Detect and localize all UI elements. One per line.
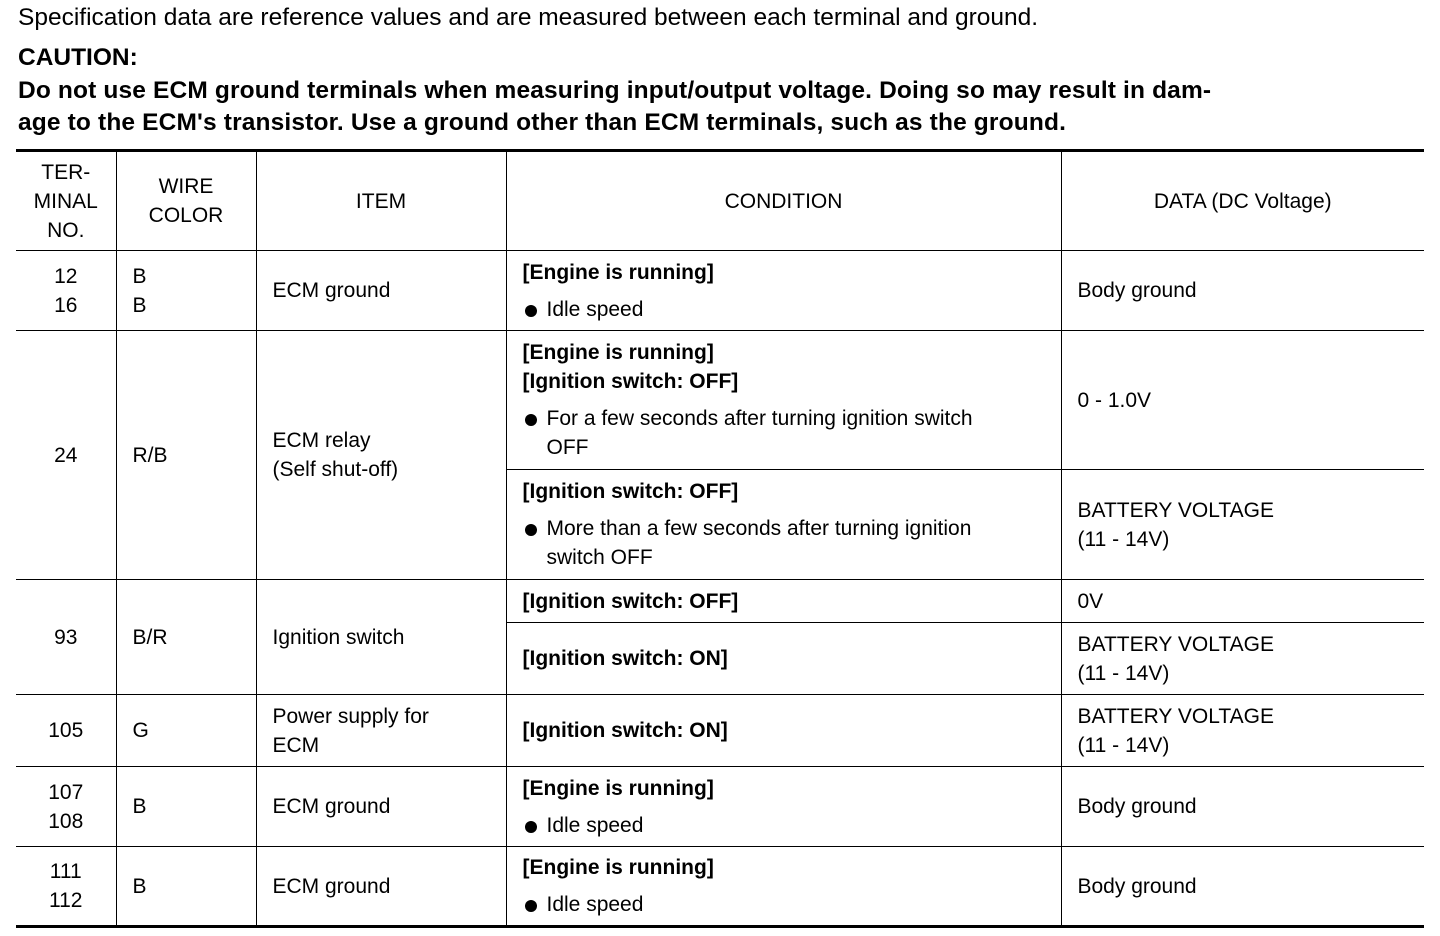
condition-cell (506, 580, 1061, 623)
condition-bullet-text: switch OFF (546, 546, 653, 569)
header-text: WIRE (158, 175, 214, 198)
condition-heading: [Ignition switch: ON] (522, 647, 728, 670)
data-cell (1061, 331, 1424, 470)
table-row (16, 847, 1424, 927)
wire-color: R/B (132, 443, 168, 467)
condition-bullet-text: OFF (546, 436, 589, 459)
wire-color-cell (116, 331, 256, 580)
bullet-dot-icon (525, 305, 537, 317)
condition-bullet (523, 404, 1045, 462)
bullet-dot-icon (525, 900, 537, 912)
condition-cell (506, 251, 1061, 331)
condition-cell (506, 331, 1061, 470)
wire-color: B (132, 264, 147, 288)
condition-bullet-text: More than a few seconds after turning ignition (546, 517, 972, 540)
data-cell (1061, 580, 1424, 623)
caution-line: age to the ECM's transistor. Use a ground other than ECM terminals, such as the ground. (18, 109, 1067, 136)
item-text: (Self shut-off) (272, 458, 399, 481)
item-text: Power supply for (272, 704, 429, 728)
data-value: (11 - 14V) (1077, 527, 1170, 551)
caution-text (18, 75, 1428, 139)
data-value: Body ground (1077, 279, 1197, 302)
item-text: ECM ground (272, 874, 391, 898)
header-text: NO. (47, 218, 85, 242)
condition-bullet (523, 295, 1045, 324)
condition-heading: [Ignition switch: ON] (522, 719, 728, 742)
condition-cell (506, 470, 1061, 580)
condition-bullet-text: Idle speed (546, 893, 644, 916)
table-body (16, 251, 1424, 927)
item-text: ECM (272, 733, 320, 757)
wire-color: B (132, 874, 147, 898)
header-terminal-no (16, 151, 116, 251)
condition-heading: [Engine is running] (522, 776, 714, 800)
wire-color: B/R (132, 625, 168, 649)
condition-heading: [Engine is running] (522, 341, 714, 364)
condition-cell (506, 847, 1061, 927)
data-value: (11 - 14V) (1077, 661, 1170, 685)
bullet-dot-icon (525, 414, 537, 426)
terminal-number: 93 (54, 625, 78, 649)
wire-color: B (132, 795, 147, 818)
terminal-number: 24 (54, 443, 78, 467)
terminal-no-cell (16, 251, 116, 331)
header-data: DATA (DC Voltage) (1061, 151, 1424, 251)
wire-color-cell (116, 251, 256, 331)
condition-heading: [Ignition switch: OFF] (522, 589, 739, 613)
terminal-number: 112 (49, 889, 83, 912)
condition-bullet-text: Idle speed (546, 297, 644, 321)
data-value: Body ground (1077, 795, 1197, 818)
condition-cell (506, 767, 1061, 847)
terminal-number: 108 (48, 809, 84, 833)
table-row (16, 695, 1424, 767)
item-cell (256, 580, 506, 695)
condition-bullet (523, 811, 1045, 840)
item-cell (256, 251, 506, 331)
header-condition: CONDITION (506, 151, 1061, 251)
condition-heading: [Ignition switch: OFF] (522, 480, 739, 503)
header-text: MINAL (33, 189, 98, 213)
intro-text: Specification data are reference values and are measured between each terminal and ground. (18, 4, 1039, 31)
terminal-number: 12 (54, 264, 78, 288)
condition-bullet-text: For a few seconds after turning ignition switch (546, 407, 973, 430)
condition-bullet-text: Idle speed (546, 813, 644, 837)
wire-color-cell (116, 847, 256, 927)
data-value: 0V (1077, 589, 1104, 613)
data-cell (1061, 470, 1424, 580)
data-cell (1061, 251, 1424, 331)
item-text: ECM relay (272, 429, 371, 452)
wire-color-cell (116, 580, 256, 695)
item-text: Ignition switch (272, 625, 405, 649)
condition-cell (506, 695, 1061, 767)
item-cell (256, 767, 506, 847)
table-row (16, 767, 1424, 847)
condition-cell (506, 623, 1061, 695)
data-cell (1061, 847, 1424, 927)
item-cell (256, 695, 506, 767)
terminal-no-cell (16, 580, 116, 695)
header-text: TER- (41, 160, 91, 184)
terminal-number: 105 (48, 719, 84, 742)
data-value: BATTERY VOLTAGE (1077, 498, 1274, 522)
terminal-number: 107 (48, 780, 84, 804)
terminal-spec-table (16, 149, 1424, 928)
bullet-dot-icon (525, 524, 537, 536)
caution-title: CAUTION: (18, 44, 138, 71)
table-row (16, 580, 1424, 623)
condition-heading: [Ignition switch: OFF] (522, 370, 739, 393)
header-wire-color (116, 151, 256, 251)
terminal-no-cell (16, 847, 116, 927)
wire-color-cell (116, 695, 256, 767)
data-value: (11 - 14V) (1077, 733, 1170, 757)
table-row (16, 331, 1424, 470)
terminal-no-cell (16, 331, 116, 580)
data-value: BATTERY VOLTAGE (1077, 704, 1274, 728)
caution-line: Do not use ECM ground terminals when measuring input/output voltage. Doing so may result in dam- (18, 77, 1212, 104)
item-text: ECM ground (272, 279, 391, 302)
wire-color-cell (116, 767, 256, 847)
table-header-row (16, 151, 1424, 251)
data-value: Body ground (1077, 874, 1197, 898)
wire-color: B (132, 293, 147, 317)
condition-heading: [Engine is running] (522, 260, 714, 284)
table-row (16, 251, 1424, 331)
terminal-no-cell (16, 767, 116, 847)
condition-bullet (523, 514, 1045, 572)
item-text: ECM ground (272, 795, 391, 818)
bullet-dot-icon (525, 821, 537, 833)
data-cell (1061, 695, 1424, 767)
data-value: 0 - 1.0V (1077, 388, 1152, 412)
data-value: BATTERY VOLTAGE (1077, 632, 1274, 656)
data-cell (1061, 767, 1424, 847)
terminal-no-cell (16, 695, 116, 767)
terminal-number: 111 (49, 860, 82, 883)
condition-bullet (523, 890, 1045, 919)
terminal-number: 16 (54, 293, 78, 317)
header-text: COLOR (148, 204, 224, 227)
data-cell (1061, 623, 1424, 695)
wire-color: G (132, 719, 149, 742)
item-cell (256, 847, 506, 927)
condition-heading: [Engine is running] (522, 856, 714, 879)
header-item: ITEM (256, 151, 506, 251)
item-cell (256, 331, 506, 580)
